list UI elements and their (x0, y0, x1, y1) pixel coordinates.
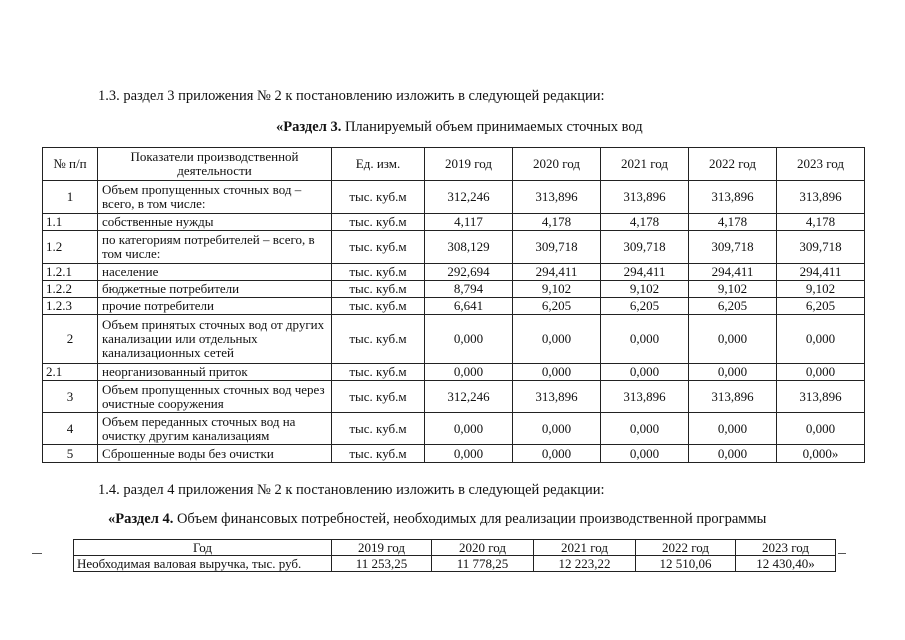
indicator-name: Объем принятых сточных вод от других канализации или отдельных канализационных сетей (98, 315, 332, 364)
value-cell: 0,000 (513, 413, 601, 445)
value-cell: 313,896 (513, 381, 601, 413)
value-cell: 294,411 (689, 264, 777, 281)
wastewater-volume-table (42, 147, 865, 463)
value-cell: 309,718 (513, 231, 601, 264)
value-cell: 313,896 (689, 181, 777, 214)
value-cell: 313,896 (601, 381, 689, 413)
indicator-name: прочие потребители (98, 298, 332, 315)
indicator-name: Объем переданных сточных вод на очистку другим канализациям (98, 413, 332, 445)
row-number: 1 (43, 181, 98, 214)
value-cell: 9,102 (777, 281, 865, 298)
value-cell: 0,000 (777, 413, 865, 445)
value-cell: 4,117 (425, 214, 513, 231)
value-cell: 0,000 (777, 364, 865, 381)
unit-cell: тыс. куб.м (332, 231, 425, 264)
value-cell: 309,718 (689, 231, 777, 264)
column-header: № п/п (43, 148, 98, 181)
indicator-name: собственные нужды (98, 214, 332, 231)
value-cell: 6,641 (425, 298, 513, 315)
value-cell: 4,178 (689, 214, 777, 231)
value-cell: 292,694 (425, 264, 513, 281)
row-number: 1.1 (43, 214, 98, 231)
value-cell: 4,178 (513, 214, 601, 231)
value-cell: 313,896 (601, 181, 689, 214)
value-cell: 294,411 (777, 264, 865, 281)
value-cell: 313,896 (777, 181, 865, 214)
unit-cell: тыс. куб.м (332, 281, 425, 298)
row-number: 2.1 (43, 364, 98, 381)
unit-cell: тыс. куб.м (332, 413, 425, 445)
value-cell: 308,129 (425, 231, 513, 264)
value-cell: 11 778,25 (432, 556, 534, 572)
table-row (43, 315, 865, 364)
row-number: 1.2 (43, 231, 98, 264)
value-cell: 294,411 (513, 264, 601, 281)
value-cell: 0,000 (777, 315, 865, 364)
unit-cell: тыс. куб.м (332, 381, 425, 413)
indicator-name: неорганизованный приток (98, 364, 332, 381)
value-cell: 0,000 (425, 364, 513, 381)
unit-cell: тыс. куб.м (332, 214, 425, 231)
unit-cell: тыс. куб.м (332, 445, 425, 463)
table-row (43, 413, 865, 445)
revenue-label: Необходимая валовая выручка, тыс. руб. (74, 556, 332, 572)
row-number: 2 (43, 315, 98, 364)
table-row (43, 281, 865, 298)
column-header: 2022 год (636, 540, 736, 556)
row-number: 1.2.3 (43, 298, 98, 315)
column-header: 2022 год (689, 148, 777, 181)
table-row (43, 264, 865, 281)
row-number: 3 (43, 381, 98, 413)
value-cell: 309,718 (601, 231, 689, 264)
table-row (43, 381, 865, 413)
value-cell: 4,178 (601, 214, 689, 231)
column-header: 2019 год (425, 148, 513, 181)
value-cell: 0,000 (513, 364, 601, 381)
section-3-caption: Планируемый объем принимаемых сточных вод (341, 119, 643, 135)
value-cell: 6,205 (689, 298, 777, 315)
value-cell: 0,000 (425, 315, 513, 364)
value-cell: 9,102 (601, 281, 689, 298)
column-header: 2020 год (513, 148, 601, 181)
row-number: 1.2.1 (43, 264, 98, 281)
indicator-name: бюджетные потребители (98, 281, 332, 298)
unit-cell: тыс. куб.м (332, 298, 425, 315)
column-header: 2023 год (777, 148, 865, 181)
section-4-caption: Объем финансовых потребностей, необходимых для реализации производственной программы (173, 511, 767, 527)
row-number: 1.2.2 (43, 281, 98, 298)
value-cell: 6,205 (777, 298, 865, 315)
column-header: Показатели производственной деятельности (98, 148, 332, 181)
value-cell: 0,000 (689, 364, 777, 381)
value-cell: 313,896 (689, 381, 777, 413)
value-cell: 312,246 (425, 181, 513, 214)
value-cell: 0,000 (513, 315, 601, 364)
column-header: 2023 год (736, 540, 836, 556)
table-row (74, 556, 836, 572)
scan-mark (838, 553, 846, 554)
column-header: Ед. изм. (332, 148, 425, 181)
table-header-row (43, 148, 865, 181)
value-cell: 313,896 (777, 381, 865, 413)
section-4-label: «Раздел 4. (108, 511, 174, 527)
indicator-name: по категориям потребителей – всего, в том числе: (98, 231, 332, 264)
value-cell: 12 510,06 (636, 556, 736, 572)
indicator-name: Объем пропущенных сточных вод – всего, в том числе: (98, 181, 332, 214)
value-cell: 0,000 (601, 364, 689, 381)
value-cell: 0,000 (601, 315, 689, 364)
paragraph-1-4: 1.4. раздел 4 приложения № 2 к постановлению изложить в следующей редакции: (98, 482, 605, 498)
table-row (43, 364, 865, 381)
table-row (43, 445, 865, 463)
row-number: 5 (43, 445, 98, 463)
row-number: 4 (43, 413, 98, 445)
paragraph-1-3: 1.3. раздел 3 приложения № 2 к постановлению изложить в следующей редакции: (98, 88, 605, 104)
value-cell: 294,411 (601, 264, 689, 281)
indicator-name: население (98, 264, 332, 281)
table-row (43, 298, 865, 315)
value-cell: 0,000 (601, 413, 689, 445)
value-cell: 6,205 (601, 298, 689, 315)
value-cell: 11 253,25 (332, 556, 432, 572)
value-cell: 0,000 (601, 445, 689, 463)
value-cell: 0,000» (777, 445, 865, 463)
column-header: Год (74, 540, 332, 556)
column-header: 2021 год (534, 540, 636, 556)
value-cell: 309,718 (777, 231, 865, 264)
indicator-name: Сброшенные воды без очистки (98, 445, 332, 463)
value-cell: 6,205 (513, 298, 601, 315)
column-header: 2019 год (332, 540, 432, 556)
unit-cell: тыс. куб.м (332, 315, 425, 364)
value-cell: 0,000 (689, 315, 777, 364)
value-cell: 12 223,22 (534, 556, 636, 572)
value-cell: 12 430,40» (736, 556, 836, 572)
value-cell: 313,896 (513, 181, 601, 214)
value-cell: 312,246 (425, 381, 513, 413)
unit-cell: тыс. куб.м (332, 181, 425, 214)
value-cell: 4,178 (777, 214, 865, 231)
financial-needs-table (73, 539, 836, 572)
value-cell: 9,102 (513, 281, 601, 298)
unit-cell: тыс. куб.м (332, 264, 425, 281)
value-cell: 0,000 (513, 445, 601, 463)
section-3-title (276, 119, 643, 136)
table-row (43, 214, 865, 231)
value-cell: 9,102 (689, 281, 777, 298)
value-cell: 0,000 (689, 445, 777, 463)
unit-cell: тыс. куб.м (332, 364, 425, 381)
section-3-label: «Раздел 3. (276, 119, 342, 135)
value-cell: 0,000 (689, 413, 777, 445)
indicator-name: Объем пропущенных сточных вод через очистные сооружения (98, 381, 332, 413)
table-row (43, 231, 865, 264)
value-cell: 0,000 (425, 413, 513, 445)
scan-mark (32, 553, 42, 554)
value-cell: 8,794 (425, 281, 513, 298)
column-header: 2021 год (601, 148, 689, 181)
section-4-title (108, 511, 766, 528)
column-header: 2020 год (432, 540, 534, 556)
value-cell: 0,000 (425, 445, 513, 463)
table-row (43, 181, 865, 214)
table-header-row (74, 540, 836, 556)
